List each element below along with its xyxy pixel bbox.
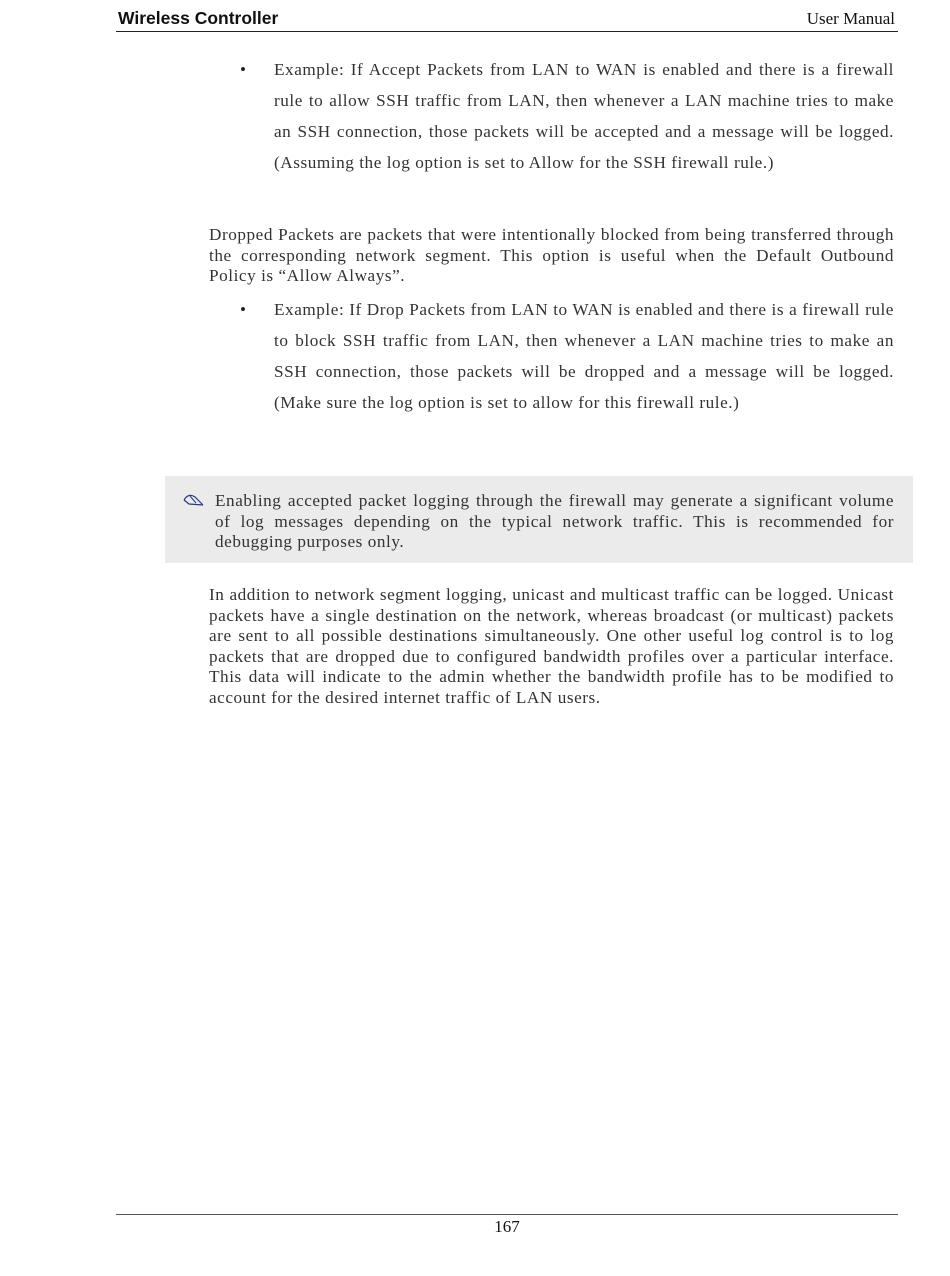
bullet-icon: • <box>240 300 247 319</box>
paragraph-dropped-packets: Dropped Packets are packets that were intentionally blocked from being transferred through the corresponding network segment. This option is useful when the Default Outbound Policy is “Allow Always”. <box>209 225 894 286</box>
note-pencil-icon <box>183 493 205 507</box>
bullet-item-accept-example <box>236 54 894 178</box>
page-header <box>116 6 898 32</box>
bullet-item-drop-example <box>236 294 894 418</box>
paragraph-unicast-multicast: In addition to network segment logging, unicast and multicast traffic can be logged. Unicast packets have a single destination on the network, whereas broadcast (or multicast) packets are sent to all possible destinations simultaneously. One other useful log control is to log packets that are dropped due to configured bandwidth profiles over a particular interface. This data will indicate to the admin whether the bandwidth profile has to be modified to account for the desired internet traffic of LAN users. <box>209 585 894 707</box>
page-number: 167 <box>494 1217 520 1236</box>
header-document-type: User Manual <box>806 9 895 28</box>
note-box <box>165 476 913 563</box>
footer-divider <box>116 1214 898 1215</box>
note-text: Enabling accepted packet logging through the firewall may generate a significant volume of log messages depending on the typical network traffic. This is recommended for debugging purposes only. <box>215 491 894 552</box>
header-title: Wireless Controller <box>118 8 279 28</box>
bullet-icon: • <box>240 60 247 79</box>
bullet-text: Example: If Accept Packets from LAN to WAN is enabled and there is a firewall rule to allow SSH traffic from LAN, then whenever a LAN machine tries to make an SSH connection, those packets will be accepted and a message will be logged. (Assuming the log option is set to Allow for the SSH firewall rule.) <box>274 60 894 172</box>
bullet-text: Example: If Drop Packets from LAN to WAN is enabled and there is a firewall rule to block SSH traffic from LAN, then whenever a LAN machine tries to make an SSH connection, those packets will be dropped and a message will be logged. (Make sure the log option is set to allow for this firewall rule.) <box>274 300 894 412</box>
